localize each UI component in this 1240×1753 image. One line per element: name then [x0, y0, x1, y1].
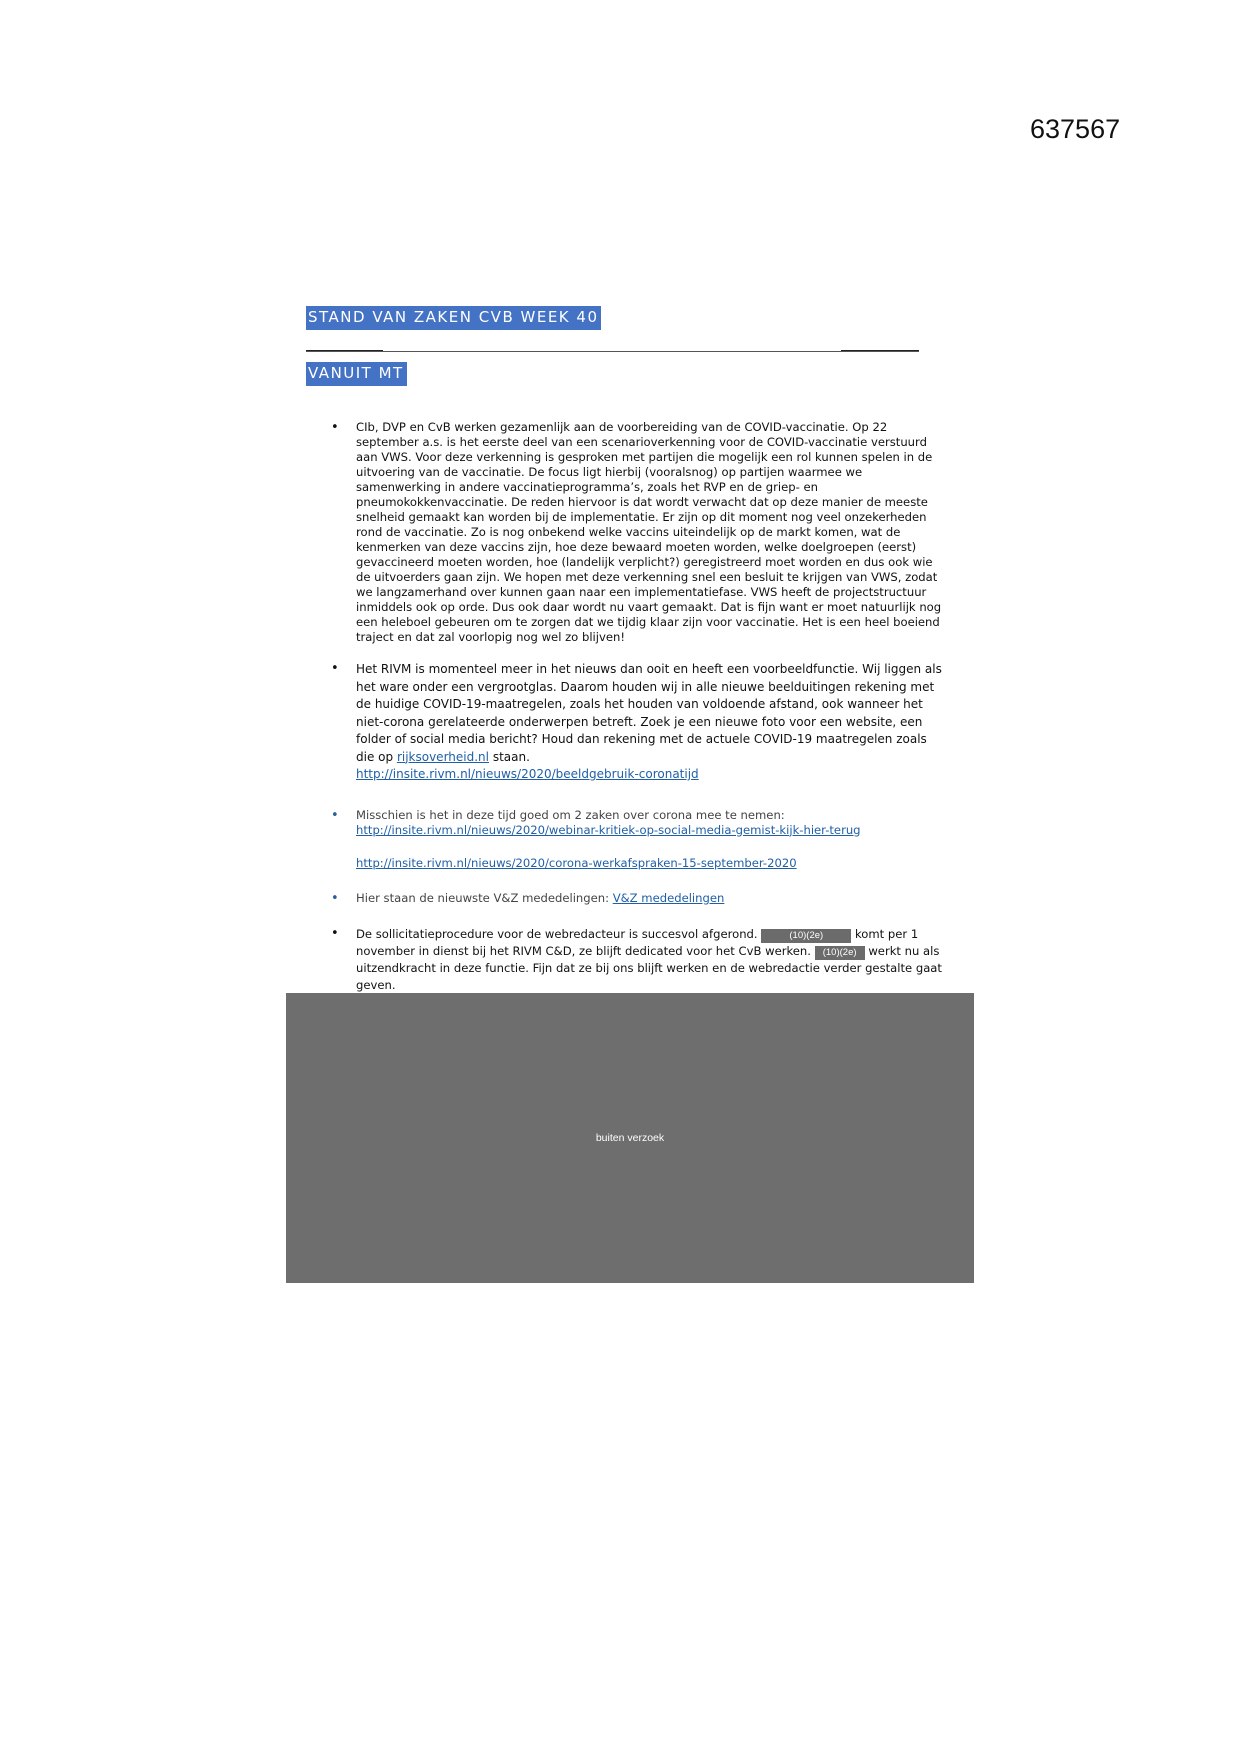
bullet-icon: •	[331, 807, 339, 823]
item-text: Het RIVM is momenteel meer in het nieuws dan ooit en heeft een voorbeeldfunctie. Wij liggen als het ware onder een vergrootglas. Daarom houden wij in alle nieuwe beelduitingen rekening met de huidige COVID-19-maatregelen, zoals het houden van voldoende afstand, ook wanneer het niet-corona gerelateerde onderwerpen betreft. Zoek je een nieuwe foto voor een website, een folder of social media bericht? Houd dan rekening met de actuele COVID-19 maatregelen zoals die op	[356, 662, 942, 764]
redaction-box: (10)(2e)	[815, 946, 865, 960]
list-item	[322, 420, 942, 645]
divider-line	[306, 351, 919, 352]
list-item	[322, 891, 942, 906]
redaction-label: buiten verzoek	[595, 1132, 665, 1144]
item-text: staan.	[492, 749, 530, 764]
item-text: werkt nu als uitzendkracht in deze functie. Fijn dat ze bij ons blijft werken en de webredactie verder gestalte gaat geven.	[356, 943, 942, 992]
list-item	[322, 808, 942, 871]
list-item	[322, 661, 942, 784]
bullet-icon: •	[331, 925, 339, 941]
rijksoverheid-link[interactable]: rijksoverheid.nl	[396, 749, 489, 764]
item-text: Misschien is het in deze tijd goed om 2 zaken over corona mee te nemen:	[356, 807, 785, 822]
bullet-icon: •	[331, 661, 339, 676]
bullet-icon: •	[331, 890, 339, 906]
item-text: komt per 1 november in dienst bij het RIVM C&D, ze blijft dedicated voor het CvB werken.	[356, 926, 919, 958]
webinar-link[interactable]: http://insite.rivm.nl/nieuws/2020/webinar-kritiek-op-social-media-gemist-kijk-hier-terug	[356, 822, 861, 837]
bullet-list	[322, 420, 942, 1010]
item-text: De sollicitatieprocedure voor de webredacteur is succesvol afgerond.	[356, 926, 758, 941]
item-text: CIb, DVP en CvB werken gezamenlijk aan de voorbereiding van de COVID-vaccinatie. Op 22 september a.s. is het eerste deel van een scenarioverkenning voor de COVID-vaccinatie verstuurd aan VWS. Voor deze verkenning is gesproken met partijen die mogelijk een rol kunnen spelen in de uitvoering van de vaccinatie. De focus ligt hierbij (vooralsnog) op partijen waarmee we samenwerking in andere vaccinatieprogramma’s, zoals het RVP en de griep- en pneumokokkenvaccinatie. De reden hiervoor is dat wordt verwacht dat op deze manier de meeste snelheid gemaakt kan worden bij de implementatie. Er zijn op dit moment nog veel onzekerheden rond de vaccinatie. Zo is nog onbekend welke vaccins uiteindelijk op de markt komen, wat de kenmerken van deze vaccins zijn, hoe deze bewaard moeten worden, welke doelgroepen (eerst) gevaccineerd moeten worden, hoe (landelijk verplicht?) geregistreerd moet worden en dus ook wie de uitvoerders gaan zijn. We hopen met deze verkenning snel een besluit te krijgen van VWS, zodat we langzamerhand over kunnen gaan naar een implementatiefase. VWS heeft de projectstructuur inmiddels ook op orde. Dus ook daar wordt nu vaart gemaakt. Dat is fijn want er moet natuurlijk nog een heleboel gebeuren om te zorgen dat we tijdig klaar zijn voor vaccinatie. Het is een heel boeiend traject en dat zal voorlopig nog wel zo blijven!	[356, 420, 942, 644]
bullet-icon: •	[331, 420, 339, 435]
divider-line-segment	[841, 350, 919, 351]
beeldgebruik-link[interactable]: http://insite.rivm.nl/nieuws/2020/beeldgebruik-coronatijd	[356, 767, 699, 781]
redaction-box: (10)(2e)	[761, 929, 851, 943]
vz-mededelingen-link[interactable]: V&Z mededelingen	[612, 890, 725, 905]
item-text: Hier staan de nieuwste V&Z mededelingen:	[356, 890, 610, 905]
redaction-block	[286, 993, 974, 1283]
divider-line-segment	[306, 350, 383, 351]
list-item	[322, 926, 942, 994]
section-heading: STAND VAN ZAKEN CVB WEEK 40	[306, 306, 601, 330]
document-number: 637567	[1030, 114, 1121, 144]
werkafspraken-link[interactable]: http://insite.rivm.nl/nieuws/2020/corona-werkafspraken-15-september-2020	[356, 855, 797, 870]
subsection-heading: VANUIT MT	[306, 362, 407, 386]
